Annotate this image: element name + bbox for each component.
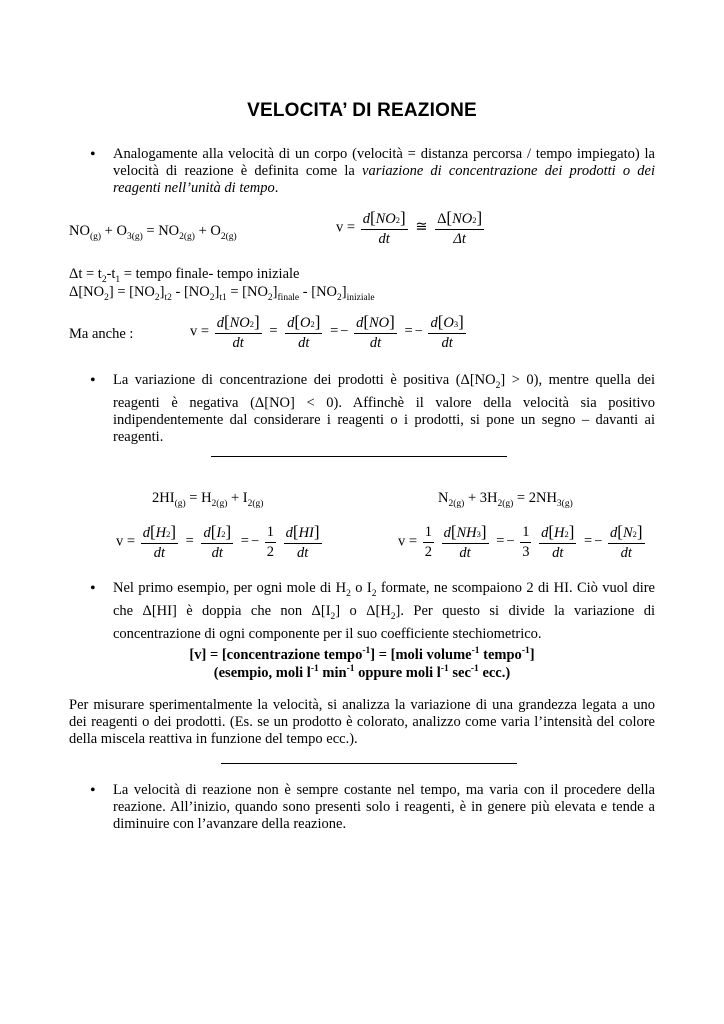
bullet-3: •	[90, 580, 96, 597]
paragraph-rate-variation: La velocità di reazione non è sempre costante nel tempo, ma varia con il procedere della reazione. All’inizio, quando sono presenti solo i reagenti, è in genere più elevata e tende a diminuire con l’avanzare della reazione.	[113, 782, 655, 832]
paragraph-definition: Analogamente alla velocità di un corpo (velocità = distanza percorsa / tempo impiegato) la velocità di reazione è definita come la variazione di concentrazione dei prodotti o dei reagenti nell’unità di tempo.	[113, 146, 656, 196]
paragraph-stoichiometry: Nel primo esempio, per ogni mole di $H_2$ o $I_2$ formate, ne scompaiono 2 di HI. Ciò vuol dire che Δ[HI] è doppia che non $\Delta[I_2]$ o $\Delta[H_2]$. Per questo si divide la variazione di concentrazione di ogni componente per il suo coefficiente stechiometrico.	[113, 580, 655, 642]
rate-equation-2: v = $\frac{d[NO2]}{dt}$ = $\frac{d[O2]}{dt}$ = − $\frac{d[NO]}{dt}$ = − $\frac{d[O3]}{dt}$	[190, 312, 464, 351]
delta-no2-definition: $\Delta[NO_2] = [NO_2]_{t2} - [NO_2]_{t1} = [NO_2]_{finale} - [NO_2]_{iniziale}$	[69, 284, 375, 303]
divider-1	[211, 456, 507, 457]
delta-t-definition: $\Delta t = t_2-t_1$ = tempo finale- tempo iniziale	[69, 266, 300, 285]
rate-equation-hi: v = $\frac{d[H2]}{dt}$ = $\frac{d[I2]}{dt}$ = − $\frac{1}{2}$ $\frac{d[HI]}{dt}$	[116, 522, 320, 561]
rate-equation-nh3: v = $\frac{1}{2}$ $\frac{d[NH3]}{dt}$ = − $\frac{1}{3}$ $\frac{d[H2]}{dt}$ = − $\frac{d[N2]}{dt}$	[398, 522, 643, 561]
reaction-no-o3: $NO_{(g)} + O_{3(g)} = NO_{2(g)} + O_{2(g)}$	[69, 223, 237, 242]
bullet-2: •	[90, 372, 96, 389]
reaction-hi: $2HI_{(g)} = H_{2(g)} + I_{2(g)}$	[152, 490, 264, 509]
bullet-4: •	[90, 782, 96, 799]
rate-equation-1: v = $\frac{d[NO2]}{dt}$ ≅ $\frac{\Delta[NO2]}{\Delta t}$	[336, 208, 483, 247]
reaction-nh3: $N_{2(g)} + 3H_{2(g)} = 2NH_{3(g)}$	[438, 490, 573, 509]
paragraph-sign-convention: La variazione di concentrazione dei prodotti è positiva $(\Delta[NO_2] > 0)$, mentre quella dei reagenti è negativa (Δ[NO] < 0). Affinchè il valore della velocità sia positivo indipendentemente dal considerare i reagenti o i prodotti, si pone un segno – davanti ai reagenti.	[113, 372, 655, 445]
units-line-2: (esempio, moli $l^{-1}$ $\min^{-1}$ oppure moli $l^{-1}$ $\sec^{-1} ecc$.)	[213, 664, 511, 681]
divider-2	[221, 763, 517, 764]
units-line-1: [v] = [concentrazione tempo$^{-1}$] = [moli volume$^{-1}$ tempo$^{-1}$]	[189, 646, 535, 663]
paragraph-measurement: Per misurare sperimentalmente la velocità, si analizza la variazione di una grandezza legata a uno dei reagenti o dei prodotti. (Es. se un prodotto è colorato, analizzo come varia l’intensità del colore della miscela reattiva in funzione del tempo ecc.).	[69, 697, 655, 747]
bullet-1: •	[90, 146, 96, 163]
page-title: VELOCITA’ DI REAZIONE	[247, 100, 477, 121]
ma-anche-label: Ma anche :	[69, 326, 134, 342]
